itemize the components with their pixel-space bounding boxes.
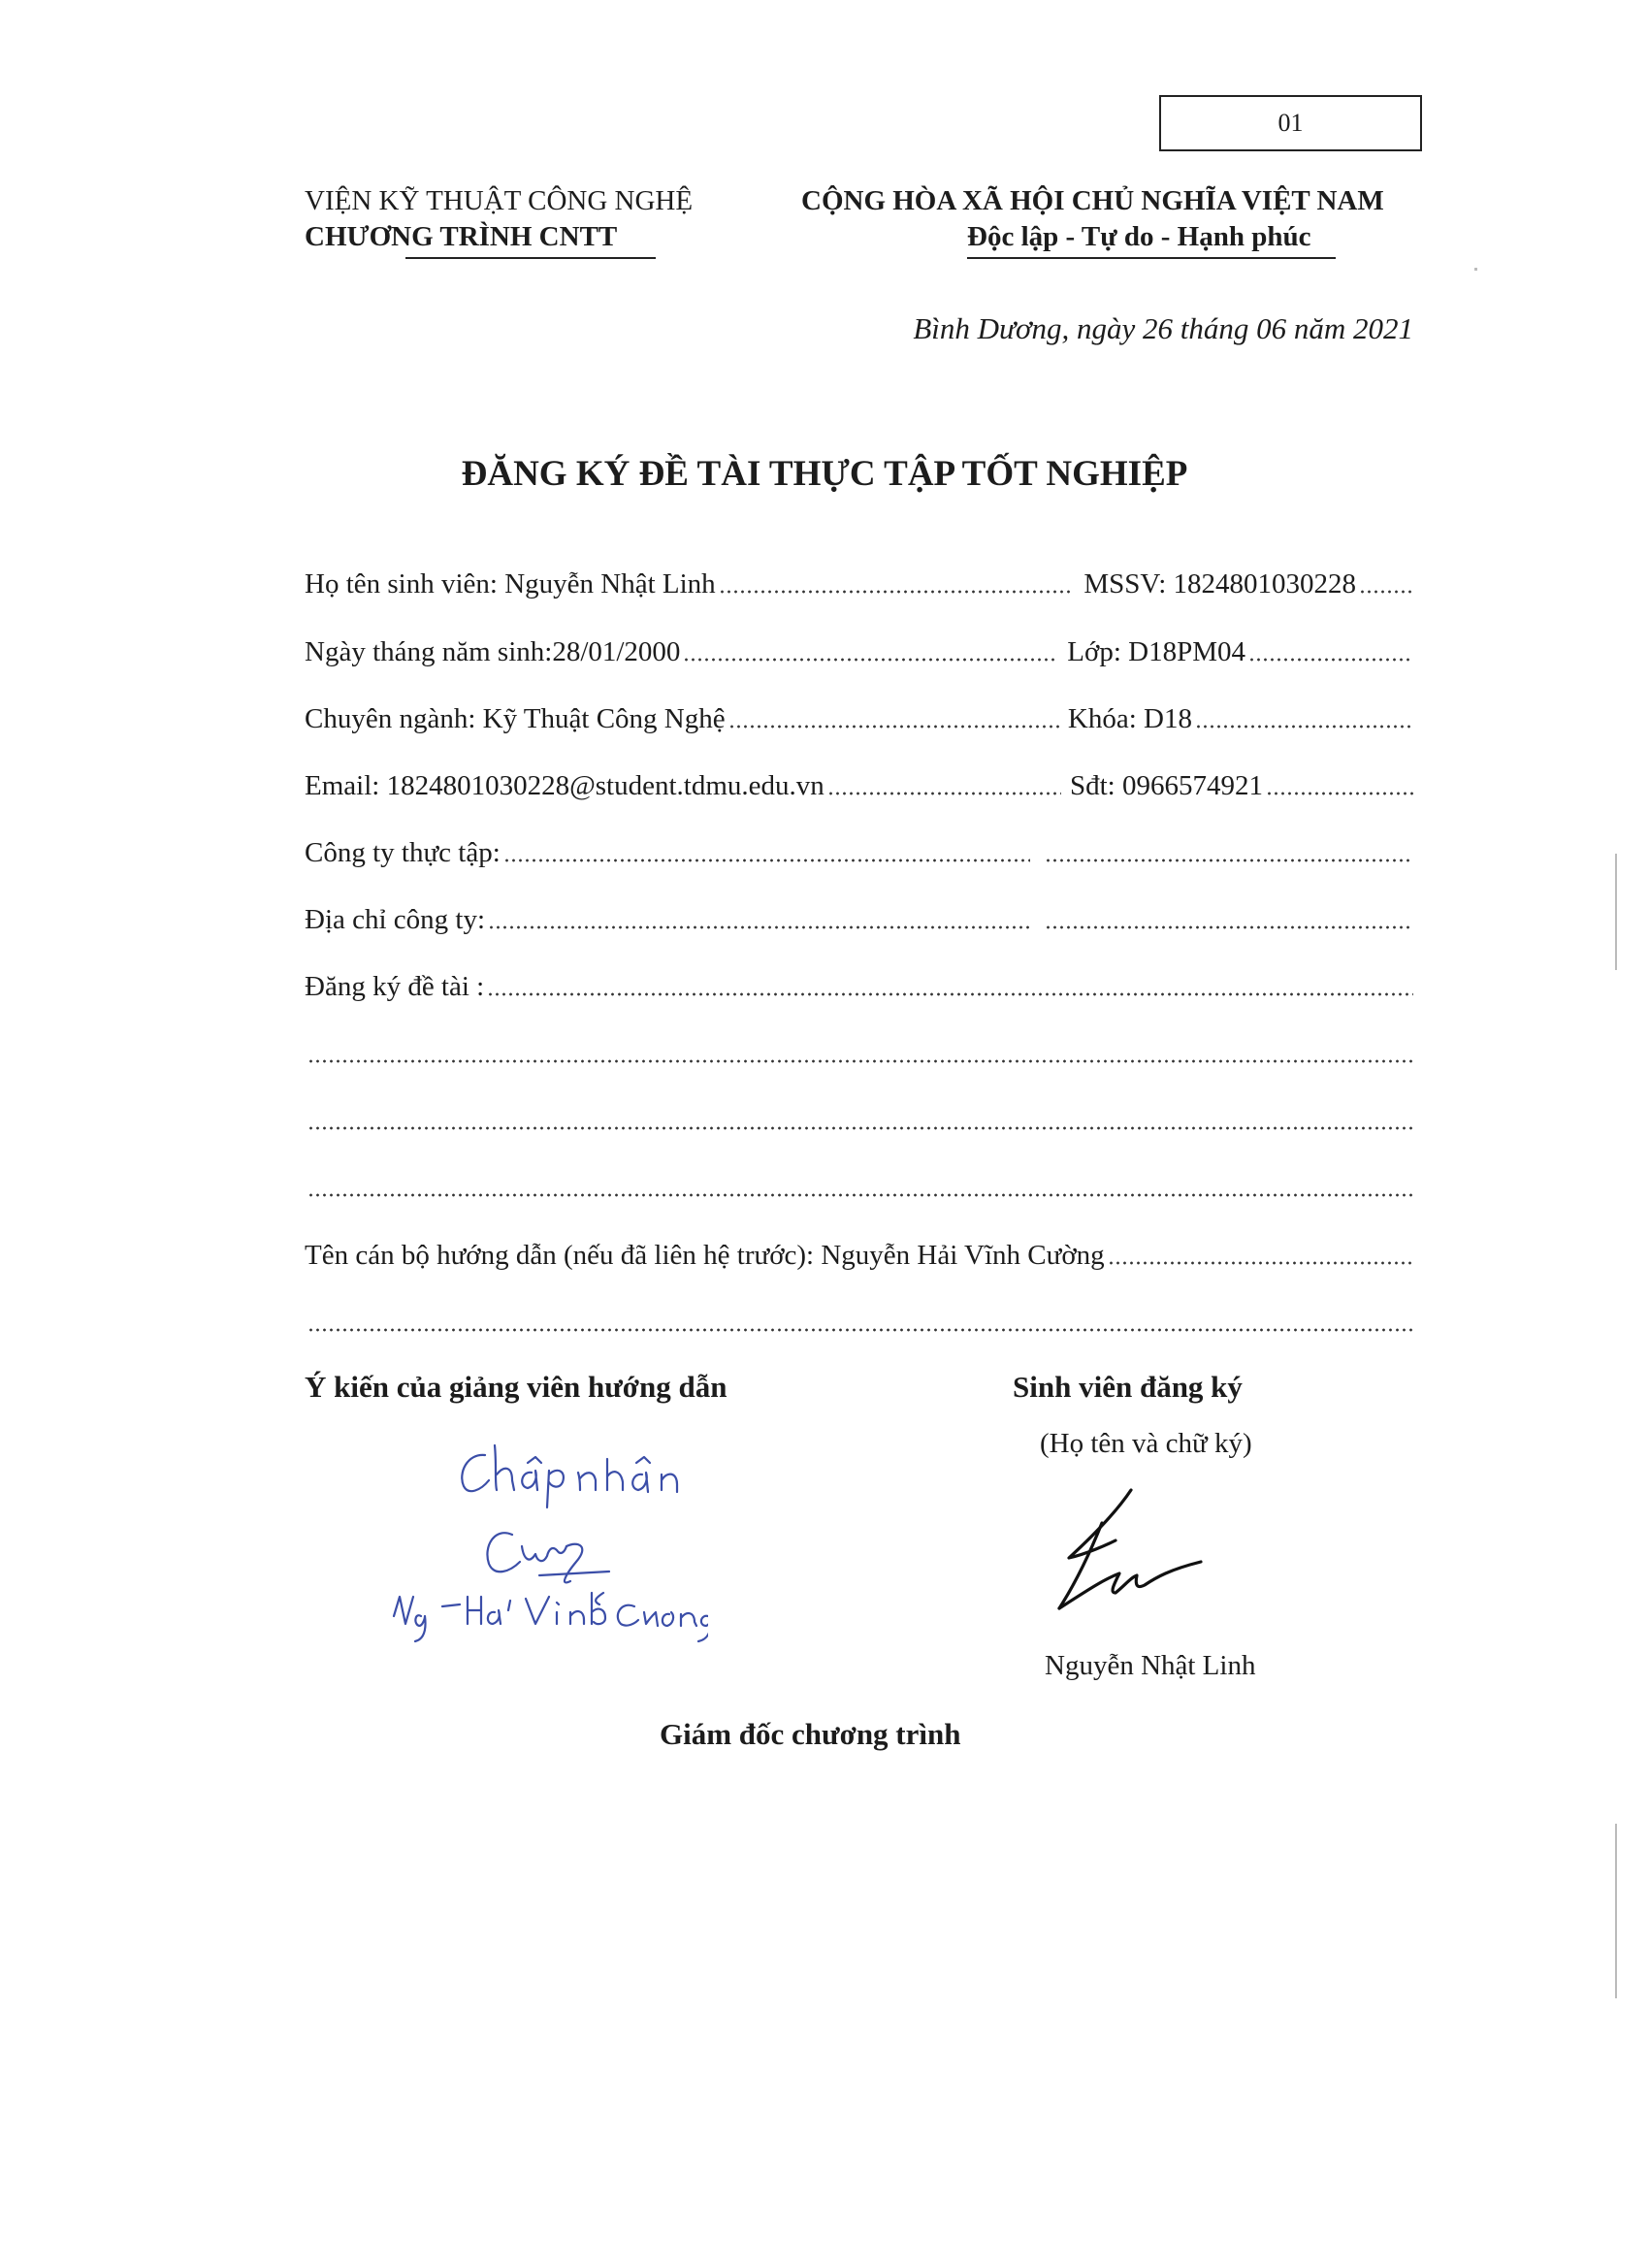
dotted-leader [503,859,1030,862]
row-student-name [305,563,1416,601]
student-id-field: MSSV: 1824801030228 [1083,568,1356,599]
student-heading: Sinh viên đăng ký [1013,1370,1243,1404]
dotted-leader [1108,1261,1413,1265]
row-company [305,831,1416,870]
scan-artifact [1474,268,1477,271]
student-printed-name: Nguyễn Nhật Linh [1045,1650,1256,1681]
topic-field: Đăng ký đề tài : [305,971,485,1002]
date-line: Bình Dương, ngày 26 tháng 06 năm 2021 [913,311,1413,345]
row-birth-date [305,631,1416,669]
row-topic-continued [305,1099,1416,1138]
scan-artifact [1615,854,1617,970]
phone-field: Sđt: 0966574921 [1070,770,1263,801]
dotted-leader [683,658,1058,662]
nation-motto: Độc lập - Tự do - Hạnh phúc [967,221,1311,252]
dotted-leader [1266,792,1413,795]
page-title: ĐĂNG KÝ ĐỀ TÀI THỰC TẬP TỐT NGHIỆP [461,454,1188,494]
row-advisor [305,1234,1416,1273]
lecturer-heading: Ý kiến của giảng viên hướng dẫn [305,1370,728,1404]
company-address-field: Địa chỉ công ty: [305,904,486,935]
row-topic-continued [305,1032,1416,1071]
program-name: CHƯƠNG TRÌNH CNTT [305,221,618,252]
student-subheading: (Họ tên và chữ ký) [1040,1428,1252,1459]
dotted-leader [1195,725,1413,729]
email-field: Email: 1824801030228@student.tdmu.edu.vn [305,770,824,801]
dotted-leader [307,1059,1413,1063]
major-field: Chuyên ngành: Kỹ Thuật Công Nghệ [305,703,726,734]
lecturer-handwritten-signature [359,1426,708,1659]
advisor-field: Tên cán bộ hướng dẫn (nếu đã liên hệ trước): Nguyễn Hải Vĩnh Cường [305,1240,1105,1271]
birth-date-field: Ngày tháng năm sinh:28/01/2000 [305,636,681,667]
dotted-leader [488,925,1030,929]
motto-underline [967,257,1336,259]
dotted-leader [1045,859,1413,862]
row-email [305,764,1416,803]
student-handwritten-signature [1048,1484,1222,1620]
class-field: Lớp: D18PM04 [1067,636,1245,667]
dotted-leader [827,792,1061,795]
row-company-address [305,898,1416,937]
dotted-leader [487,992,1413,996]
dotted-leader [307,1126,1413,1130]
nation-title: CỘNG HÒA XÃ HỘI CHỦ NGHĨA VIỆT NAM [801,185,1384,216]
dotted-leader [307,1193,1413,1197]
director-heading: Giám đốc chương trình [660,1717,961,1751]
row-major [305,697,1416,736]
student-name-field: Họ tên sinh viên: Nguyễn Nhật Linh [305,568,716,599]
institute-name: VIỆN KỸ THUẬT CÔNG NGHỆ [305,185,694,216]
dotted-leader [307,1328,1413,1332]
dotted-leader [1248,658,1413,662]
company-field: Công ty thực tập: [305,837,501,868]
dotted-leader [728,725,1059,729]
cohort-field: Khóa: D18 [1067,703,1192,734]
row-topic-continued [305,1166,1416,1205]
dotted-leader [1359,590,1413,594]
scan-artifact [1615,1824,1617,1998]
dotted-leader [719,590,1074,594]
row-advisor-continued [305,1301,1416,1340]
dotted-leader [1045,925,1413,929]
program-underline [405,257,656,259]
row-topic [305,965,1416,1004]
form-code-box: 01 [1159,95,1422,151]
